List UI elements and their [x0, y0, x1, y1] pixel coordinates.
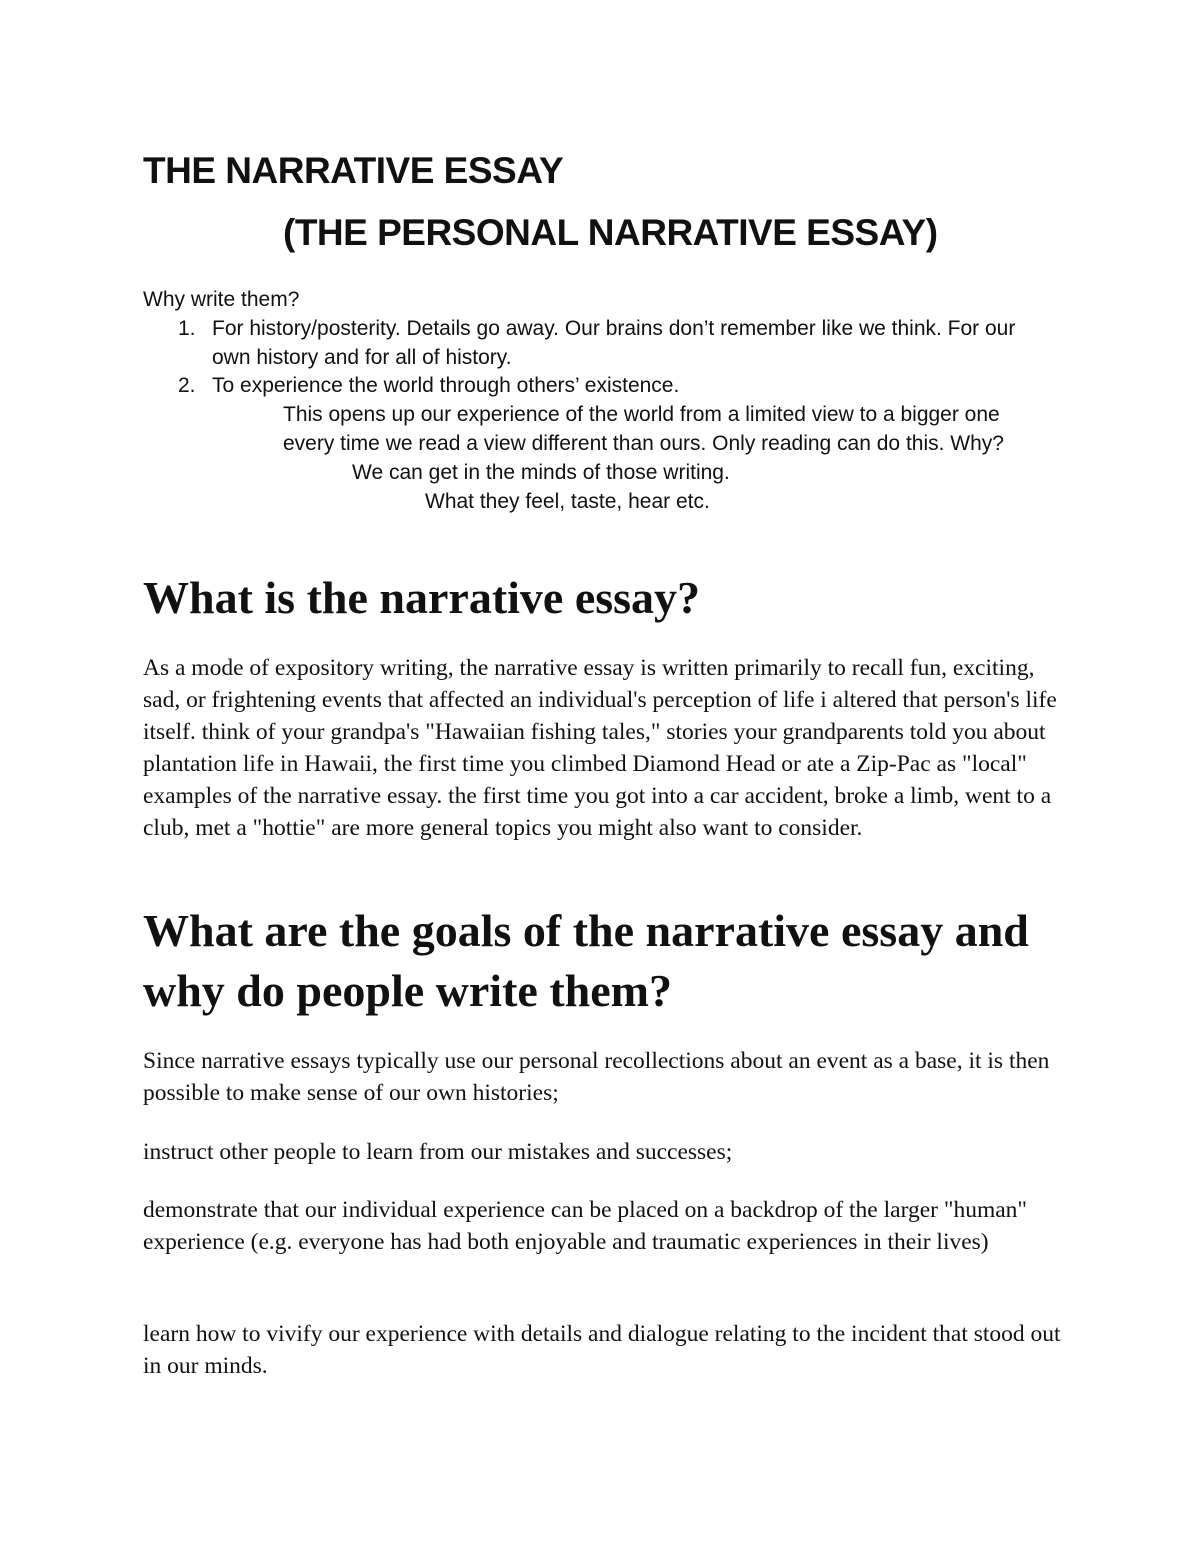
list-item-2-line-1: To experience the world through others’ existence. [212, 374, 680, 397]
paragraph-goals-3: demonstrate that our individual experience can be placed on a backdrop of the larger "human" experience (e.g. everyone has had both enjoyable and traumatic experiences in their lives) [143, 1197, 1027, 1255]
list-item-1-number: 1. [178, 317, 196, 340]
paragraph-goals-1: Since narrative essays typically use our personal recollections about an event as a base, it is then possible to make sense of our own histories; [143, 1048, 1050, 1106]
sub-text-a-2: every time we read a view different than ours. Only reading can do this. Why? [283, 432, 1004, 455]
why-label: Why write them? [143, 288, 300, 311]
sub-text-a-1: This opens up our experience of the world from a limited view to a bigger one [283, 403, 1000, 426]
section-heading-narrative-essay: What is the narrative essay? [143, 572, 701, 623]
title-line-2: (THE PERSONAL NARRATIVE ESSAY) [283, 212, 938, 253]
list-item-1-line-2: own history and for all of history. [212, 346, 512, 369]
sub-text-b: We can get in the minds of those writing. [352, 461, 730, 484]
paragraph-goals-2: instruct other people to learn from our mistakes and successes; [143, 1139, 733, 1165]
sub-text-c: What they feel, taste, hear etc. [425, 490, 710, 513]
list-item-2-number: 2. [178, 374, 196, 397]
section-heading-goals-line-2: why do people write them? [143, 965, 672, 1016]
paragraph-goals-4: learn how to vivify our experience with details and dialogue relating to the incident that stood out in our minds. [143, 1321, 1061, 1379]
title-line-1: THE NARRATIVE ESSAY [143, 150, 564, 191]
section-heading-goals-line-1: What are the goals of the narrative essay and [143, 905, 1029, 956]
paragraph-definition: As a mode of expository writing, the narrative essay is written primarily to recall fun, exciting, sad, or frightening events that affected an individual's perception of life i altered that person's life itself. think of your grandpa's "Hawaiian fishing tales," stories your grandparents told you about plantation life in Hawaii, the first time you climbed Diamond Head or ate a Zip-Pac as "local" examples of the narrative essay. the first time you got into a car accident, broke a limb, went to a club, met a "hottie" are more general topics you might also want to consider. [143, 655, 1057, 841]
list-item-1-line-1: For history/posterity. Details go away. Our brains don’t remember like we think. For our [212, 317, 1016, 340]
